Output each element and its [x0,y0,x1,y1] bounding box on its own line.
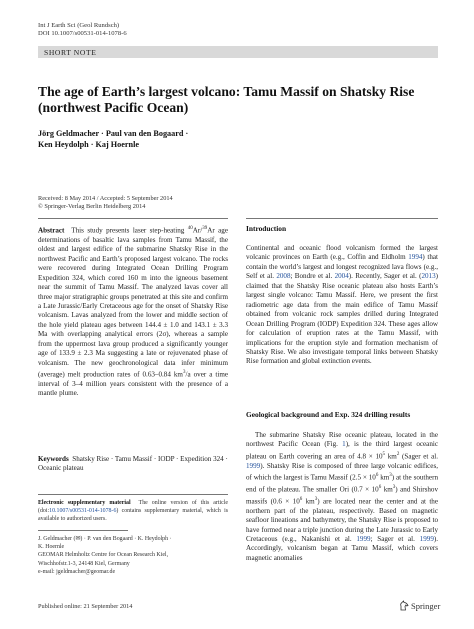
figure-link[interactable]: 1 [342,440,346,449]
geology-text: The submarine Shatsky Rise oceanic plateau, located in the northwest Pacific Ocean (Fig. 1), is the third largest oceanic plateau on Earth covering an area of $4.8 \times 10^5$ $km^2$ (Sager et al. 1999). Shatsky Rise is composed of three large volcanic edifices, of which the largest is Tamu Massif ($2.5 \times 10^6$ $km^3$) at the southern end of the plateau. The smaller Ori ($0.7 \times 10^6$ $km^3$) and Shirshov massifs ($0.6 \times 10^6$ $km^3$) are located near the center and at the northern part of the plateau, respectively. Based on magnetic seafloor lineations and bathymetry, the Shatsky Rise is proposed to have formed near a triple junction during the Late Jurassic to Early Cretaceous (e.g., Nakanishi et al. 1999; Sager et al. 1999). Accordingly, volcanism began at Tamu Massif, which covers magnetic anomalies [246,431,439,562]
keywords-block [38,455,228,474]
esm-doi-link[interactable]: 10.1007/s00531-014-1078-6 [49,508,117,515]
publisher-name: Springer [411,600,441,611]
introduction-text: Continental and oceanic flood volcanism formed the largest volcanic provinces on Earth (e.g., Coffin and Eldholm 1994) that contain the world’s largest and longest recognized lava flows (e.g., Self et al. 2008; Bondre et al. 2004). Recently, Sager et al. (2013) claimed that the Shatsky Rise oceanic plateau also hosts Earth’s largest single volcano: Tamu Massif. Here, we present the first radiometric age data from the main edifice of Tamu Massif obtained from volcanic rock samples drilled during Integrated Ocean Drilling Program (IODP) Expedition 324. These ages allow for calculation of eruption rates at the Tamu Massif, with implications for the eruption style and formation mechanism of Shatsky Rise. We also investigate temporal links between Shatsky Rise formation and global extinction events. [246,244,438,366]
title-line-1: The age of Earth’s largest volcano: Tamu Massif on Shatsky Rise [38,84,415,99]
article-type-bar [38,46,438,58]
citation-link[interactable]: 2004 [334,272,349,281]
author-email[interactable]: e-mail: jgeldmacher@geomar.de [38,568,116,575]
divider-footnote [38,530,128,531]
journal-name: Int J Earth Sci (Geol Rundsch) [38,22,120,29]
article-title [38,84,438,116]
keywords-list: Shatsky Rise · Tamu Massif · IODP · Expedition 324 · Oceanic plateau [38,455,228,473]
publisher-logo [399,600,440,611]
keywords-label: Keywords [38,455,69,463]
published-online: Published online: 21 September 2014 [38,603,133,610]
authors-line-1: Jörg Geldmacher · Paul van den Bogaard · [38,129,189,138]
citation-link[interactable]: 2008 [276,272,291,281]
abstract-block [38,224,228,399]
received-accepted: Received: 8 May 2014 / Accepted: 5 September 2014 [38,195,173,202]
affiliation-block: J. Geldmacher (✉) · P. van den Bogaard · K. Heydolph · K. Hoernle GEOMAR Helmholtz Centre for Ocean Research Kiel, Wischhofstr.1-3, 24148 Kiel, Germany e-mail: jgeldmacher@geomar.de [38,535,228,576]
article-type-label: SHORT NOTE [44,47,97,57]
citation-link[interactable]: 1999 [246,461,261,470]
abstract-label: Abstract [38,226,65,235]
geology-heading: Geological background and Exp. 324 drilling results [246,410,411,419]
article-dates [38,195,173,211]
divider-left-top [38,218,228,219]
introduction-heading: Introduction [246,224,287,233]
divider-right-top [246,218,438,219]
authors-line-2: Ken Heydolph · Kaj Hoernle [38,140,139,149]
citation-link[interactable]: 2013 [421,272,436,281]
journal-info [38,22,127,39]
copyright-line: © Springer-Verlag Berlin Heidelberg 2014 [38,203,146,211]
citation-link[interactable]: 1999 [419,534,434,543]
abstract-paragraph: Abstract This study presents laser step-heating $^{40}$Ar/$^{39}$Ar age determinations of basaltic lava samples from Tamu Massif, the oldest and largest edifice of the submarine Shatsky Rise in the northwest Pacific and Earth’s proposed largest volcano. The rocks were recovered during Integrated Ocean Drilling Program Expedition 324, which cored 160 m into the igneous basement near the summit of Tamu Massif. The analyzed lavas cover all three major stratigraphic groups penetrated at this site and confirm a Late Jurassic/Early Cretaceous age for the onset of Shatsky Rise volcanism. Lavas analyzed from the lower and middle section of the hole yield plateau ages between 144.4 ± 1.0 and 143.1 ± 3.3 Ma with overlapping analytical errors (2σ), whereas a sample from the uppermost lava group produced a significantly younger age of 133.9 ± 2.3 Ma suggesting a late or rejuvenated phase of volcanism. The new geochronological data infer minimum (average) melt production rates of 0.63–0.84 $km^3/a$ over a time interval of 3–4 million years consistent with the presence of a mantle plume. [38,226,229,398]
esm-label: Electronic supplementary material [38,500,131,506]
citation-link[interactable]: 1994 [408,253,423,262]
journal-doi: DOI 10.1007/s00531-014-1078-6 [38,30,127,38]
esm-note: Electronic supplementary material The online version of this article (doi:10.1007/s00531-014-1078-6) contains supplementary material, which is available to authorized users. [38,500,228,523]
springer-horse-icon [399,600,409,611]
citation-link[interactable]: 1999 [356,534,371,543]
divider-left-esm [38,494,228,495]
title-line-2: (northwest Pacific Ocean) [38,100,189,115]
author-list [38,128,368,150]
